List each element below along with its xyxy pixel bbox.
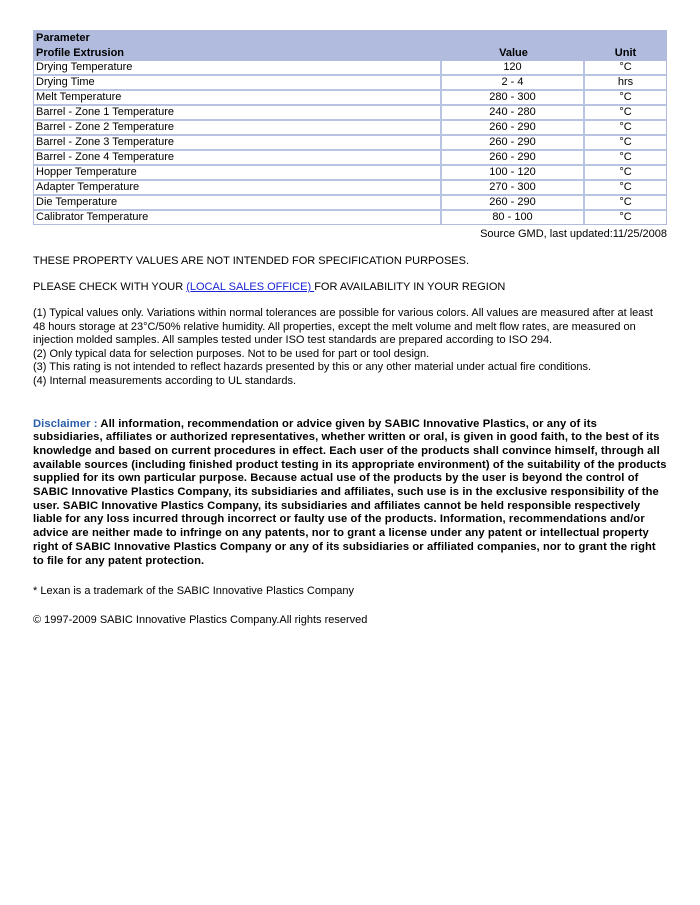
- unit-cell: °C: [585, 121, 666, 136]
- unit-cell: hrs: [585, 76, 666, 91]
- unit-cell: °C: [585, 61, 666, 76]
- table-row: [34, 106, 666, 121]
- table-row: [34, 211, 666, 224]
- value-cell: 260 - 290: [442, 136, 585, 151]
- parameter-cell: Calibrator Temperature: [34, 211, 442, 224]
- parameter-cell: Barrel - Zone 4 Temperature: [34, 151, 442, 166]
- value-cell: 120: [442, 61, 585, 76]
- table-row: [34, 136, 666, 151]
- value-cell: 280 - 300: [442, 91, 585, 106]
- footnotes: [33, 307, 667, 389]
- section-header: Profile Extrusion: [34, 46, 442, 61]
- value-cell: 260 - 290: [442, 196, 585, 211]
- value-cell: 240 - 280: [442, 106, 585, 121]
- parameter-cell: Barrel - Zone 3 Temperature: [34, 136, 442, 151]
- datasheet-page: [33, 30, 667, 626]
- footnote-4: (4) Internal measurements according to UL standards.: [33, 374, 297, 387]
- value-header: Value: [442, 46, 585, 61]
- table-header-row: [34, 31, 666, 46]
- disclaimer-text: All information, recommendation or advice given by SABIC Innovative Plastics, or any of its subsidiaries, affiliates or authorized representatives, whether written or oral, is given in good faith, to the best of its knowledge and based on current procedures in effect. Each user of the products shall convince himself, through all available sources (including finished product testing in its appropriate environment) of the suitability of the products supplied for its own particular purpose. Because actual use of the products by the user is beyond the control of SABIC Innovative Plastics Company, its subsidiaries and affiliates, such use is in the exclusive responsibility of the user. SABIC Innovative Plastics Company, its subsidiaries and affiliates cannot be held responsible respectively liable for any loss incurred through incorrect or faulty use of the products. Information, recommendations and/or advice are neither made to infringe on any patents, nor to grant a license under any patent or intellectual property right of SABIC Innovative Plastics Company or any of its subsidiaries or affiliated companies, nor to grant the right to file for any patent protection.: [33, 417, 667, 567]
- table-row: [34, 151, 666, 166]
- source-note: Source GMD, last updated:11/25/2008: [480, 228, 667, 240]
- value-cell: 100 - 120: [442, 166, 585, 181]
- check-prefix: PLEASE CHECK WITH YOUR: [33, 281, 187, 293]
- unit-cell: °C: [585, 211, 666, 224]
- parameter-cell: Barrel - Zone 2 Temperature: [34, 121, 442, 136]
- unit-cell: °C: [585, 106, 666, 121]
- trademark-note: * Lexan is a trademark of the SABIC Innovative Plastics Company: [33, 585, 354, 598]
- value-cell: 260 - 290: [442, 121, 585, 136]
- unit-cell: °C: [585, 181, 666, 196]
- parameter-cell: Barrel - Zone 1 Temperature: [34, 106, 442, 121]
- value-cell: 80 - 100: [442, 211, 585, 224]
- unit-header: Unit: [585, 46, 666, 61]
- disclaimer-label: Disclaimer :: [33, 417, 101, 430]
- table-body: [34, 61, 666, 224]
- table-subheader-row: [34, 46, 666, 61]
- parameter-cell: Melt Temperature: [34, 91, 442, 106]
- value-cell: 260 - 290: [442, 151, 585, 166]
- footnote-3: (3) This rating is not intended to reflect hazards presented by this or any other material under actual fire conditions.: [33, 361, 592, 374]
- parameter-cell: Hopper Temperature: [34, 166, 442, 181]
- value-cell: 270 - 300: [442, 181, 585, 196]
- processing-parameters-table: [33, 30, 667, 225]
- table-row: [34, 76, 666, 91]
- availability-notice: [33, 281, 667, 293]
- not-for-spec-notice: THESE PROPERTY VALUES ARE NOT INTENDED FOR SPECIFICATION PURPOSES.: [33, 255, 470, 267]
- table-row: [34, 166, 666, 181]
- unit-cell: °C: [585, 166, 666, 181]
- disclaimer: [33, 418, 667, 569]
- parameter-cell: Adapter Temperature: [34, 181, 442, 196]
- table-row: [34, 61, 666, 76]
- unit-cell: °C: [585, 196, 666, 211]
- parameter-cell: Drying Temperature: [34, 61, 442, 76]
- footnote-1: (1) Typical values only. Variations within normal tolerances are possible for various colors. All values are measured after at least 48 hours storage at 23°C/50% relative humidity. All properties, except the melt volume and melt flow rates, are measured on injection molded samples. All samples tested under ISO test standards are prepared according to ISO 294.: [33, 307, 653, 347]
- table-row: [34, 181, 666, 196]
- unit-cell: °C: [585, 151, 666, 166]
- unit-cell: °C: [585, 91, 666, 106]
- local-sales-office-link[interactable]: (LOCAL SALES OFFICE): [186, 281, 315, 293]
- parameter-header: Parameter: [34, 31, 666, 46]
- unit-cell: °C: [585, 136, 666, 151]
- parameter-cell: Drying Time: [34, 76, 442, 91]
- value-cell: 2 - 4: [442, 76, 585, 91]
- copyright-note: © 1997-2009 SABIC Innovative Plastics Company.All rights reserved: [33, 614, 368, 627]
- table-row: [34, 121, 666, 136]
- table-row: [34, 196, 666, 211]
- parameter-cell: Die Temperature: [34, 196, 442, 211]
- footnote-2: (2) Only typical data for selection purposes. Not to be used for part or tool design.: [33, 347, 430, 360]
- table-row: [34, 91, 666, 106]
- check-suffix: FOR AVAILABILITY IN YOUR REGION: [314, 281, 506, 293]
